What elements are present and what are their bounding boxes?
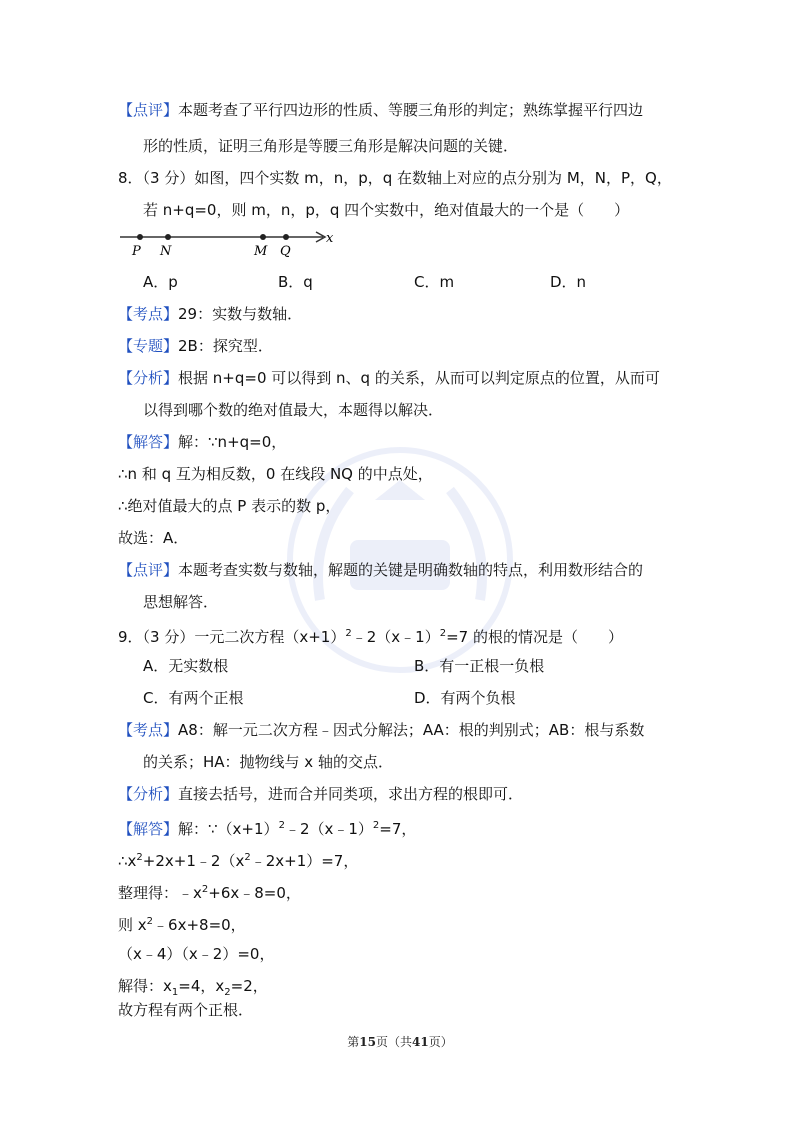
q8-stem-line-1: 8．（3 分）如图，四个实数 m，n，p，q 在数轴上对应的点分别为 M，N，P，Q， [118, 169, 672, 187]
q9-option-d[interactable]: D．有两个负根 [414, 689, 516, 707]
label-M: M [254, 244, 268, 259]
q9-answer-line-7: 故方程有两个正根． [118, 1001, 254, 1019]
label-Q: Q [280, 244, 291, 259]
q9-answer-line-3: 整理得：$﹣x^2+6x﹣8=0$， [118, 884, 301, 902]
q8-analysis-line-2: 以得到哪个数的绝对值最大，本题得以解决． [143, 401, 444, 419]
page-footer: 第15页（共41页） [347, 1035, 453, 1049]
q8-topic: 【专题】2B：探究型． [118, 337, 273, 355]
q8-option-b[interactable]: B．q [278, 273, 313, 291]
q9-answer-line-5: （x﹣4）（x﹣2）=0， [118, 945, 275, 963]
label-N: N [160, 244, 172, 259]
q9-analysis: 【分析】直接去括号，进而合并同类项，求出方程的根即可． [118, 785, 524, 803]
q8-option-d[interactable]: D．n [550, 273, 587, 291]
q8-comment-line-2: 思想解答． [143, 593, 219, 611]
point-Q [283, 234, 289, 240]
q9-option-a[interactable]: A．无实数根 [143, 657, 229, 675]
point-N [165, 234, 171, 240]
q9-option-b[interactable]: B．有一正根一负根 [414, 657, 545, 675]
q8-comment-line-1: 【点评】本题考查实数与数轴，解题的关键是明确数轴的特点，利用数形结合的 [118, 561, 644, 579]
q8-option-c[interactable]: C．m [414, 273, 455, 291]
q9-answer-line-1: 【解答】解：$\because(x+1)^2﹣2(x﹣1)^2=7$， [118, 820, 417, 838]
number-line-figure [118, 225, 348, 260]
q9-option-c[interactable]: C．有两个正根 [143, 689, 244, 707]
q9-answer-line-2: $\therefore x^2+2x+1﹣2(x^2﹣2x+1)=7$， [118, 852, 359, 870]
q8-answer-line-2: ∴n 和 q 互为相反数，0 在线段 NQ 的中点处， [118, 465, 433, 483]
q9-stem: 9．（3 分）一元二次方程$(x+1)^2﹣2(x﹣1)^2=7$ 的根的情况是（ ） [118, 628, 623, 646]
q8-answer-line-1: 【解答】解：∵n+q=0， [118, 433, 287, 451]
q8-answer-line-4: 故选：A． [118, 529, 189, 547]
q9-answer-line-6: 解得：$x_1=4$，$x_2=2$， [118, 977, 268, 998]
q9-point-line-1: 【考点】A8：解一元二次方程﹣因式分解法；AA：根的判别式；AB：根与系数 [118, 721, 645, 739]
q9-point-line-2: 的关系；HA：抛物线与 x 轴的交点． [143, 753, 393, 771]
q9-answer-line-4: 则 $x^2﹣6x+8=0$， [118, 916, 246, 934]
prev-comment-line-2: 形的性质，证明三角形是等腰三角形是解决问题的关键． [143, 137, 519, 155]
current-page-number: 15 [359, 1035, 376, 1049]
q8-analysis-line-1: 【分析】根据 n+q=0 可以得到 n、q 的关系，从而可以判定原点的位置，从而可 [118, 369, 660, 387]
total-page-number: 41 [412, 1035, 429, 1049]
q8-stem-line-2: 若 n+q=0，则 m，n，p，q 四个实数中，绝对值最大的一个是（ ） [143, 201, 630, 219]
prev-comment-line-1: 【点评】本题考查了平行四边形的性质、等腰三角形的判定；熟练掌握平行四边 [118, 101, 644, 119]
axis-label-x: x [326, 231, 334, 246]
point-P [137, 234, 143, 240]
q8-point: 【考点】29：实数与数轴． [118, 305, 303, 323]
comment-tag: 【点评】 [118, 101, 179, 119]
label-P: P [132, 244, 141, 259]
point-M [260, 234, 266, 240]
q8-answer-line-3: ∴绝对值最大的点 P 表示的数 p， [118, 497, 341, 515]
q8-option-a[interactable]: A．p [143, 273, 178, 291]
